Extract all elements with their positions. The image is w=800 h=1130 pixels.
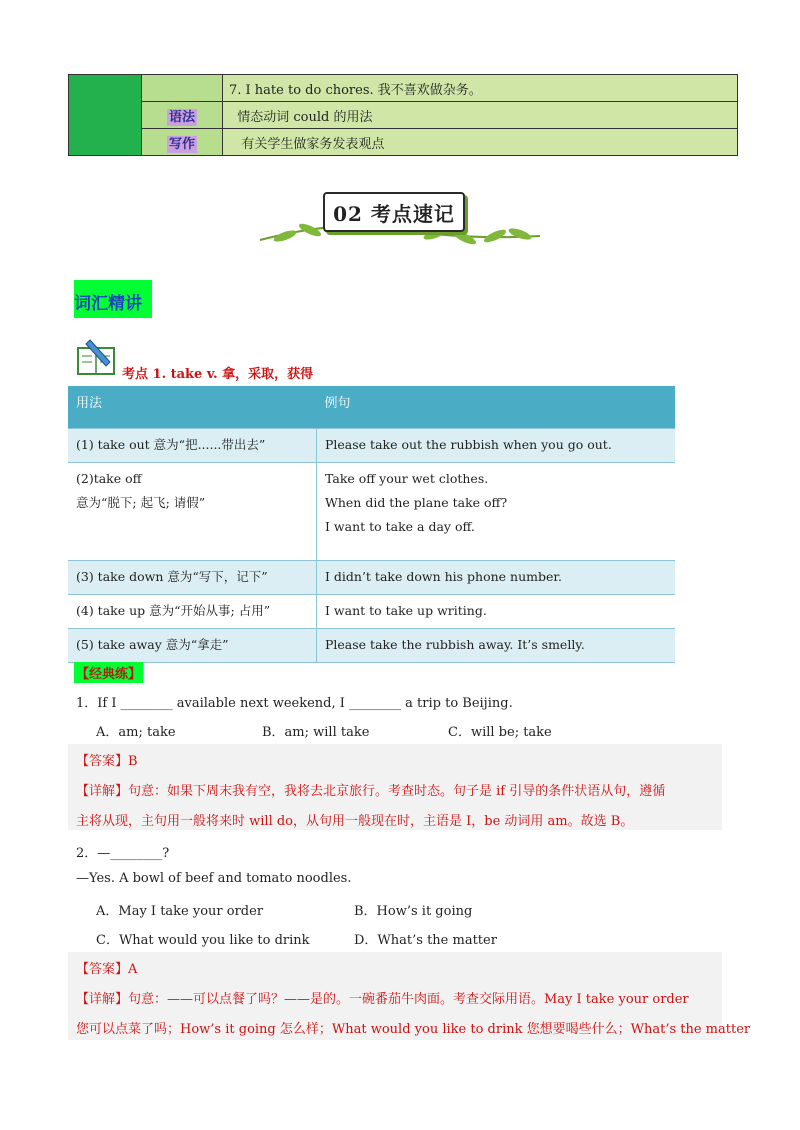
usage-line: (2)take off [76,471,142,486]
example-line: When did the plane take off? [325,495,508,510]
usage-cell: (4) take up 意为“开始从事; 占用” [68,595,317,629]
q2-answer: 【答案】A [76,962,138,977]
table-header-row [68,386,675,429]
q1-option-c: C．will be; take [448,725,552,740]
usage-cell: (3) take down 意为“写下，记下” [68,561,317,595]
top-summary-table [68,74,738,156]
header-examples: 例句 [317,386,676,429]
section-title: 词汇精讲 [74,280,152,318]
kaodian-title: 考点 1. take v. 拿，采取，获得 [122,367,314,382]
row-content [223,129,738,156]
writing-label: 写作 [168,136,195,152]
q2-option-a: A．May I take your order [96,904,264,919]
row-label [142,75,223,102]
usage-table [68,386,675,663]
question-2-stem: 2．—________? [76,846,170,861]
usage-cell: (5) take away 意为“拿走” [68,629,317,663]
banner-title: 02 考点速记 [323,192,465,232]
table-row [68,595,675,629]
grammar-content: 情态动词 could 的用法 [237,109,373,125]
question-1-stem: 1．If I ________ available next weekend, I ________ a trip to Beijing. [76,696,513,711]
row-content: 7. I hate to do chores. 我不喜欢做杂务。 [223,75,738,102]
writing-content: 有关学生做家务发表观点 [241,136,385,152]
table-row [69,75,738,102]
notebook-pencil-icon [76,338,122,376]
q1-explain-line: 【详解】句意：如果下周末我有空，我将去北京旅行。考查时态。句子是 if 引导的条件状语从句，遵循 [76,784,666,799]
q1-answer-block [68,744,722,830]
practice-tag: 【经典练】 [74,662,143,683]
q1-explain-line: 主将从现，主句用一般将来时 will do，从句用一般现在时，主语是 I，be 动词用 am。故选 B。 [76,814,634,829]
usage-line: 意为“脱下; 起飞; 请假” [76,495,206,510]
q1-answer: 【答案】B [76,754,138,769]
header-usage: 用法 [68,386,317,429]
example-cell [317,463,676,561]
example-line: I want to take a day off. [325,519,475,534]
q1-option-a: A．am; take [96,725,176,740]
example-cell: Please take out the rubbish when you go out. [317,429,676,463]
example-cell: I want to take up writing. [317,595,676,629]
grammar-label: 语法 [168,109,195,125]
green-column [69,75,142,156]
table-row [68,561,675,595]
table-row [69,129,738,156]
table-row [68,629,675,663]
q1-option-b: B．am; will take [262,725,370,740]
table-row [68,463,675,561]
row-label [142,129,223,156]
q2-answer-block [68,952,751,1040]
example-cell: I didn’t take down his phone number. [317,561,676,595]
table-row [69,102,738,129]
q2-explain-line: 您可以点菜了吗；How’s it going 怎么样；What would you like to drink 您想要喝些什么；What’s the matter [76,1022,751,1037]
q2-option-c: C．What would you like to drink [96,933,310,948]
row-content [223,102,738,129]
section-banner [255,188,545,250]
usage-cell [68,463,317,561]
q2-explain-line: 【详解】句意：——可以点餐了吗？——是的。一碗番茄牛肉面。考查交际用语。May I take your order [76,992,689,1007]
table-row [68,429,675,463]
usage-cell: (1) take out 意为“把......带出去” [68,429,317,463]
example-line: Take off your wet clothes. [325,471,489,486]
question-2-reply: —Yes. A bowl of beef and tomato noodles. [76,871,352,886]
row-label [142,102,223,129]
q2-option-d: D．What’s the matter [354,933,497,948]
example-cell: Please take the rubbish away. It’s smelly. [317,629,676,663]
q2-option-b: B．How’s it going [354,904,473,919]
